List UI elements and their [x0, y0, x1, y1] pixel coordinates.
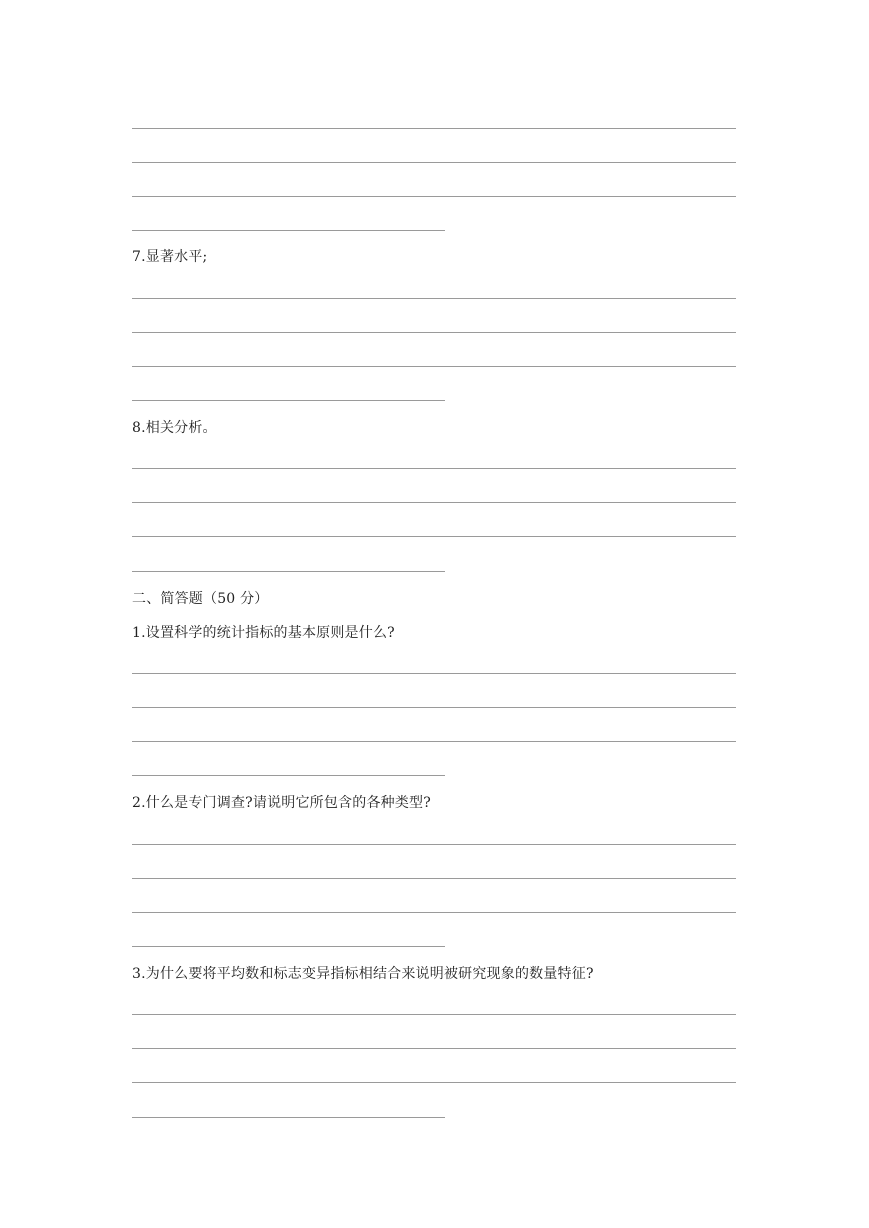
answer-line	[132, 741, 736, 742]
question-3: 3.为什么要将平均数和标志变异指标相结合来说明被研究现象的数量特征?	[132, 966, 594, 982]
answer-line-short	[132, 1117, 445, 1118]
question-2: 2.什么是专门调查?请说明它所包含的各种类型?	[132, 795, 431, 811]
answer-line	[132, 162, 736, 163]
answer-line	[132, 878, 736, 879]
answer-line-short	[132, 230, 445, 231]
question-1: 1.设置科学的统计指标的基本原则是什么?	[132, 625, 395, 641]
answer-line	[132, 502, 736, 503]
answer-line	[132, 844, 736, 845]
answer-line-short	[132, 400, 445, 401]
answer-line	[132, 332, 736, 333]
answer-line	[132, 1014, 736, 1015]
answer-line	[132, 912, 736, 913]
answer-line	[132, 1048, 736, 1049]
answer-line	[132, 196, 736, 197]
answer-line	[132, 298, 736, 299]
answer-line	[132, 707, 736, 708]
answer-line	[132, 536, 736, 537]
term-item-8: 8.相关分析。	[132, 420, 217, 436]
section-heading: 二、简答题（50 分）	[132, 591, 269, 607]
term-item-7: 7.显著水平;	[132, 249, 208, 265]
answer-line	[132, 1082, 736, 1083]
answer-line-short	[132, 775, 445, 776]
answer-line	[132, 128, 736, 129]
answer-line	[132, 468, 736, 469]
answer-line-short	[132, 571, 445, 572]
answer-line	[132, 366, 736, 367]
answer-line	[132, 673, 736, 674]
answer-line-short	[132, 946, 445, 947]
